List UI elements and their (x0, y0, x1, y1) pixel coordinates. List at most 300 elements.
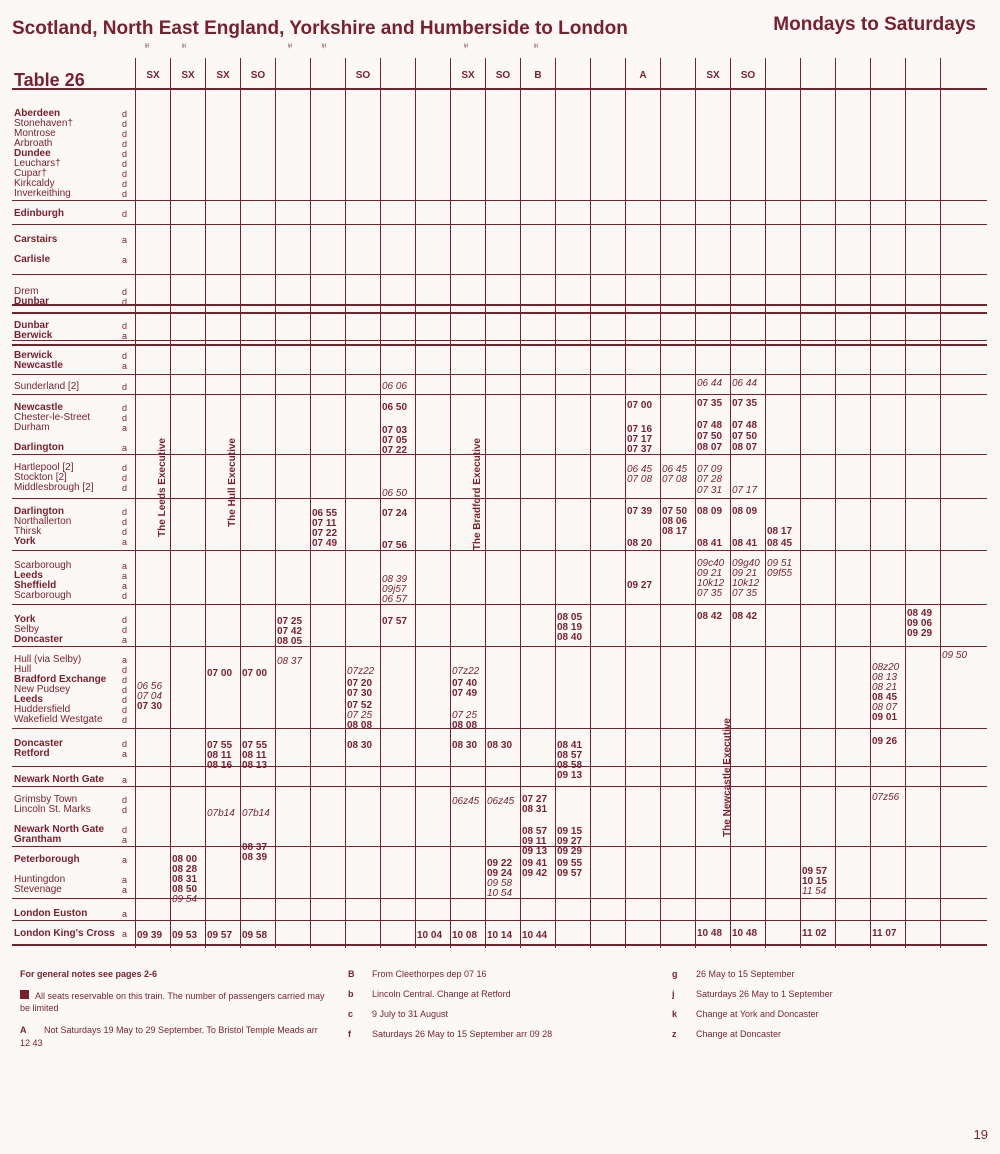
departure-time: 08 09 (732, 506, 758, 517)
departure-time: 09 42 (522, 868, 548, 879)
departure-time: 08 06 (662, 516, 688, 527)
row-rule (12, 920, 987, 921)
departure-time: 09 57 (802, 866, 828, 877)
station-name: Bradford Exchange (14, 674, 107, 685)
station-name: Grimsby Town (14, 794, 78, 805)
arr-dep-marker: a (122, 929, 128, 939)
note-j: Saturdays 26 May to 1 September (696, 989, 833, 1000)
station-name: Dunbar (14, 296, 49, 307)
page-number: 19 (973, 1127, 988, 1142)
column-rule (135, 58, 136, 948)
departure-time: 07 30 (137, 701, 163, 712)
station-name: Chester-le-Street (14, 412, 91, 423)
row-rule (12, 274, 987, 275)
station-name: Doncaster (14, 738, 63, 749)
departure-time: 08 58 (557, 760, 583, 771)
departure-time: 07 39 (627, 506, 653, 517)
departure-time: 07 16 (627, 424, 653, 435)
departure-time: 08 05 (277, 636, 303, 647)
departure-time: 09g40 (732, 558, 760, 569)
arr-dep-marker: d (122, 795, 128, 805)
departure-time: 08 16 (207, 760, 233, 771)
station-name: Scarborough (14, 560, 72, 571)
arr-dep-marker: d (122, 139, 128, 149)
departure-time: 08 31 (522, 804, 548, 815)
arr-dep-marker: a (122, 571, 128, 581)
departure-time: 10k12 (697, 578, 725, 589)
station-name: Berwick (14, 330, 53, 341)
departure-time: 09f55 (767, 568, 793, 579)
column-rule (870, 58, 871, 948)
departure-time: 09 27 (557, 836, 583, 847)
departure-time: 06 45 (662, 464, 688, 475)
page-title: Scotland, North East England, Yorkshire and Humberside to London (12, 18, 628, 39)
departure-time: 08 07 (697, 442, 723, 453)
station-name: Sheffield (14, 580, 57, 591)
departure-time: 07 25 (277, 616, 303, 627)
departure-time: 11 07 (872, 928, 897, 939)
departure-time: 07 35 (697, 398, 723, 409)
departure-time: 09 29 (907, 628, 933, 639)
note-f: Saturdays 26 May to 15 September arr 09 28 (372, 1029, 553, 1040)
departure-time: 09j57 (382, 584, 407, 595)
arr-dep-marker: d (122, 665, 128, 675)
departure-time: 08 41 (732, 538, 758, 549)
arr-dep-marker: d (122, 615, 128, 625)
arr-dep-marker: a (122, 537, 128, 547)
arr-dep-marker: d (122, 403, 128, 413)
departure-time: 07 09 (697, 464, 723, 475)
departure-time: 07 20 (347, 678, 373, 689)
arr-dep-marker: d (122, 715, 128, 725)
departure-time: 07 50 (732, 431, 758, 442)
station-name: Selby (14, 624, 40, 635)
column-rule (485, 58, 486, 948)
column-heading: SO (740, 70, 756, 81)
station-name: Dunbar (14, 320, 49, 331)
departure-time: 07 17 (627, 434, 653, 445)
departure-time: 07 56 (382, 540, 408, 551)
station-name: Newcastle (14, 360, 63, 371)
departure-time: 07 30 (347, 688, 373, 699)
timetable-grid (12, 58, 987, 958)
arr-dep-marker: d (122, 382, 128, 392)
arr-dep-marker: d (122, 287, 128, 297)
station-name: York (14, 536, 36, 547)
column-heading: SX (706, 70, 720, 81)
row-rule (12, 394, 987, 395)
departure-time: 07 00 (242, 668, 268, 679)
row-rule (12, 200, 987, 201)
station-name: Cupar† (14, 168, 47, 179)
arr-dep-marker: d (122, 119, 128, 129)
arr-dep-marker: d (122, 705, 128, 715)
departure-time: 08 42 (697, 611, 723, 622)
arr-dep-marker: d (122, 625, 128, 635)
arr-dep-marker: a (122, 775, 128, 785)
arr-dep-marker: a (122, 255, 128, 265)
station-name: Retford (14, 748, 50, 759)
station-name: Edinburgh (14, 208, 64, 219)
departure-time: 08 57 (522, 826, 548, 837)
row-rule (12, 340, 987, 341)
departure-time: 08 39 (382, 574, 408, 585)
arr-dep-marker: a (122, 875, 128, 885)
departure-time: 08 11 (242, 750, 267, 761)
arr-dep-marker: a (122, 581, 128, 591)
catering-icon: ♅ (462, 40, 471, 52)
named-train-label: The Newcastle Executive (722, 718, 733, 837)
departure-time: 07 37 (627, 444, 653, 455)
catering-icon: ♅ (143, 40, 152, 52)
departure-time: 08 30 (347, 740, 373, 751)
departure-time: 07 35 (732, 398, 758, 409)
arr-dep-marker: a (122, 361, 128, 371)
departure-time: 08 40 (557, 632, 583, 643)
catering-icon: ♅ (180, 40, 189, 52)
departure-time: 06 44 (697, 378, 723, 389)
departure-time: 08 30 (452, 740, 478, 751)
column-rule (590, 58, 591, 948)
departure-time: 09 22 (487, 858, 513, 869)
table-title: Table 26 (14, 70, 85, 90)
station-name: Scarborough (14, 590, 72, 601)
departure-time: 08z20 (872, 662, 900, 673)
station-name: Drem (14, 286, 39, 297)
station-name: Durham (14, 422, 50, 433)
departure-time: 07z22 (347, 666, 375, 677)
arr-dep-marker: d (122, 675, 128, 685)
station-name: Montrose (14, 128, 56, 139)
note-b: Lincoln Central. Change at Retford (372, 989, 511, 1000)
arr-dep-marker: d (122, 805, 128, 815)
column-heading: SX (181, 70, 195, 81)
station-name: Darlington (14, 506, 64, 517)
departure-time: 08 17 (767, 526, 793, 537)
station-name: Hull (via Selby) (14, 654, 82, 665)
column-rule (625, 58, 626, 948)
column-rule (170, 58, 171, 948)
departure-time: 07 42 (277, 626, 303, 637)
arr-dep-marker: d (122, 825, 128, 835)
column-heading: SO (495, 70, 511, 81)
arr-dep-marker: d (122, 507, 128, 517)
departure-time: 09 01 (872, 712, 898, 723)
note-c: 9 July to 31 August (372, 1009, 449, 1020)
station-name: Newark North Gate (14, 824, 105, 835)
departure-time: 09 06 (907, 618, 933, 629)
departure-time: 09 39 (137, 930, 163, 941)
column-rule (240, 58, 241, 948)
departure-time: 08 20 (627, 538, 653, 549)
departure-time: 07 03 (382, 425, 408, 436)
arr-dep-marker: d (122, 527, 128, 537)
departure-time: 06 44 (732, 378, 758, 389)
departure-time: 07 50 (697, 431, 723, 442)
departure-time: 11 54 (802, 886, 827, 897)
arr-dep-marker: d (122, 297, 128, 307)
row-rule (12, 766, 987, 767)
arr-dep-marker: a (122, 655, 128, 665)
departure-time: 08 30 (487, 740, 513, 751)
departure-time: 09 27 (627, 580, 653, 591)
departure-time: 07b14 (242, 808, 270, 819)
departure-time: 07z56 (872, 792, 900, 803)
station-name: London King's Cross (14, 928, 115, 939)
departure-time: 10 48 (697, 928, 723, 939)
departure-time: 08 13 (872, 672, 898, 683)
departure-time: 07 57 (382, 616, 408, 627)
departure-time: 07 08 (662, 474, 688, 485)
arr-dep-marker: d (122, 483, 128, 493)
station-name: Darlington (14, 442, 64, 453)
departure-time: 07 55 (242, 740, 268, 751)
departure-time: 07 35 (732, 588, 758, 599)
arr-dep-marker: d (122, 209, 128, 219)
column-rule (450, 58, 451, 948)
station-name: Hull (14, 664, 32, 675)
departure-time: 09 21 (697, 568, 723, 579)
departure-time: 07 55 (207, 740, 233, 751)
station-name: Newark North Gate (14, 774, 105, 785)
departure-time: 08 45 (767, 538, 793, 549)
departure-time: 07 22 (312, 528, 338, 539)
arr-dep-marker: d (122, 321, 128, 331)
note-B: From Cleethorpes dep 07 16 (372, 969, 487, 979)
arr-dep-marker: a (122, 749, 128, 759)
row-rule (12, 312, 987, 314)
departure-time: 08 41 (697, 538, 723, 549)
station-name: Kirkcaldy (14, 178, 55, 189)
departure-time: 08 08 (347, 720, 373, 731)
row-rule (12, 786, 987, 787)
note-z: Change at Doncaster (696, 1029, 782, 1040)
station-name: Carstairs (14, 234, 58, 245)
departure-time: 09 55 (557, 858, 583, 869)
station-name: Doncaster (14, 634, 63, 645)
note-A: Not Saturdays 19 May to 29 September. To Bristol Temple Meads arr 12 43 (20, 1025, 318, 1048)
station-name: Aberdeen (14, 108, 61, 119)
departure-time: 06z45 (487, 796, 515, 807)
departure-time: 08 08 (452, 720, 478, 731)
departure-time: 10 08 (452, 930, 478, 941)
departure-time: 09 58 (242, 930, 268, 941)
departure-time: 07 00 (627, 400, 653, 411)
arr-dep-marker: d (122, 179, 128, 189)
station-name: Stevenage (14, 884, 62, 895)
arr-dep-marker: d (122, 685, 128, 695)
departure-time: 06 45 (627, 464, 653, 475)
days-label: Mondays to Saturdays (773, 14, 976, 35)
station-name: Peterborough (14, 854, 80, 865)
column-heading: SX (461, 70, 475, 81)
arr-dep-marker: a (122, 835, 128, 845)
column-rule (380, 58, 381, 948)
general-notes: For general notes see pages 2-6 (20, 969, 158, 979)
reservation-square-icon (20, 990, 29, 999)
station-name: Wakefield Westgate (14, 714, 103, 725)
departure-time: 07 17 (732, 485, 758, 496)
arr-dep-marker: a (122, 423, 128, 433)
arr-dep-marker: d (122, 159, 128, 169)
column-heading: SO (355, 70, 371, 81)
departure-time: 07 48 (697, 420, 723, 431)
departure-time: 09 26 (872, 736, 898, 747)
departure-time: 06 56 (137, 681, 163, 692)
column-rule (205, 58, 206, 948)
departure-time: 08 37 (277, 656, 303, 667)
departure-time: 07 25 (347, 710, 373, 721)
named-train-label: The Bradford Executive (472, 438, 483, 551)
departure-time: 08 11 (207, 750, 232, 761)
departure-time: 09 11 (522, 836, 547, 847)
station-name: Berwick (14, 350, 53, 361)
departure-time: 08 19 (557, 622, 583, 633)
departure-time: 06z45 (452, 796, 480, 807)
departure-time: 07 25 (452, 710, 478, 721)
station-name: Arbroath (14, 138, 53, 149)
departure-time: 09c40 (697, 558, 725, 569)
station-name: Carlisle (14, 254, 51, 265)
column-heading: B (534, 70, 542, 81)
departure-time: 07 40 (452, 678, 478, 689)
departure-time: 10k12 (732, 578, 760, 589)
arr-dep-marker: d (122, 473, 128, 483)
arr-dep-marker: d (122, 413, 128, 423)
station-name: Middlesbrough [2] (14, 482, 94, 493)
column-rule (940, 58, 941, 948)
departure-time: 09 50 (942, 650, 968, 661)
departure-time: 09 57 (557, 868, 583, 879)
departure-time: 11 02 (802, 928, 827, 939)
departure-time: 09 53 (172, 930, 198, 941)
station-name: New Pudsey (14, 684, 71, 695)
row-rule (12, 728, 987, 729)
departure-time: 07 04 (137, 691, 163, 702)
column-heading: SO (250, 70, 266, 81)
departure-time: 07 08 (627, 474, 653, 485)
notes-right: g 26 May to 15 September j Saturdays 26 May to 1 September k Change at York and Doncaster z Change at Doncaster (672, 969, 833, 1040)
station-name: Leuchars† (14, 158, 61, 169)
departure-time: 07 31 (697, 485, 723, 496)
departure-time: 09 58 (487, 878, 513, 889)
station-name: London Euston (14, 908, 88, 919)
column-rule (345, 58, 346, 948)
station-name: Newcastle (14, 402, 63, 413)
note-k: Change at York and Doncaster (696, 1009, 819, 1020)
departure-time: 08 09 (697, 506, 723, 517)
departure-time: 08 50 (172, 884, 198, 895)
catering-icon: ♅ (532, 40, 541, 52)
departure-time: 07 49 (452, 688, 478, 699)
station-name: Hartlepool [2] (14, 462, 74, 473)
station-name: Sunderland [2] (14, 381, 80, 392)
row-rule (12, 646, 987, 647)
column-rule (765, 58, 766, 948)
station-name: Dundee (14, 148, 51, 159)
departure-time: 09 13 (522, 846, 548, 857)
departure-time: 07 11 (312, 518, 337, 529)
note-square: All seats reservable on this train. The number of passengers carried may be limited (20, 991, 325, 1014)
arr-dep-marker: a (122, 331, 128, 341)
column-heading: A (639, 70, 647, 81)
arr-dep-marker: d (122, 109, 128, 119)
station-name: Leeds (14, 570, 43, 581)
column-rule (520, 58, 521, 948)
arr-dep-marker: d (122, 695, 128, 705)
departure-time: 08 41 (557, 740, 583, 751)
station-name: Huntingdon (14, 874, 66, 885)
departure-time: 07 50 (662, 506, 688, 517)
departure-time: 10 44 (522, 930, 548, 941)
row-rule (12, 944, 987, 946)
departure-time: 08 45 (872, 692, 898, 703)
departure-time: 07 22 (382, 445, 408, 456)
departure-time: 09 41 (522, 858, 548, 869)
note-g: 26 May to 15 September (696, 969, 795, 979)
arr-dep-marker: d (122, 591, 128, 601)
departure-time: 08 39 (242, 852, 268, 863)
departure-time: 07 00 (207, 668, 233, 679)
departure-time: 07b14 (207, 808, 235, 819)
departure-time: 06 55 (312, 508, 338, 519)
departure-time: 06 06 (382, 381, 408, 392)
departure-time: 10 04 (417, 930, 443, 941)
catering-icon: ♅ (286, 40, 295, 52)
departure-time: 09 13 (557, 770, 583, 781)
station-name: Lincoln St. Marks (14, 804, 91, 815)
row-rule (12, 374, 987, 375)
departure-time: 07 35 (697, 588, 723, 599)
departure-time: 07 28 (697, 474, 723, 485)
departure-time: 09 15 (557, 826, 583, 837)
departure-time: 10 54 (487, 888, 513, 899)
arr-dep-marker: d (122, 149, 128, 159)
column-heading: SX (216, 70, 230, 81)
departure-time: 08 05 (557, 612, 583, 623)
departure-time: 06 57 (382, 594, 408, 605)
departure-time: 09 24 (487, 868, 513, 879)
arr-dep-marker: d (122, 189, 128, 199)
departure-time: 10 15 (802, 876, 828, 887)
named-train-label: The Leeds Executive (157, 438, 168, 537)
departure-time: 08 13 (242, 760, 268, 771)
station-name: Huddersfield (14, 704, 71, 715)
departure-time: 08 28 (172, 864, 198, 875)
departure-time: 08 07 (872, 702, 898, 713)
departure-time: 07z22 (452, 666, 480, 677)
departure-time: 07 49 (312, 538, 338, 549)
departure-time: 09 57 (207, 930, 233, 941)
departure-time: 10 14 (487, 930, 513, 941)
arr-dep-marker: a (122, 855, 128, 865)
named-train-label: The Hull Executive (227, 438, 238, 527)
departure-time: 08 07 (732, 442, 758, 453)
arr-dep-marker: a (122, 635, 128, 645)
station-name: Leeds (14, 694, 43, 705)
station-name: Inverkeithing (14, 188, 71, 199)
departure-time: 07 24 (382, 508, 408, 519)
arr-dep-marker: a (122, 235, 128, 245)
column-rule (905, 58, 906, 948)
departure-time: 08 17 (662, 526, 688, 537)
column-rule (415, 58, 416, 948)
row-rule (12, 344, 987, 346)
departure-time: 09 21 (732, 568, 758, 579)
departure-time: 07 05 (382, 435, 408, 446)
row-rule (12, 604, 987, 605)
column-rule (310, 58, 311, 948)
